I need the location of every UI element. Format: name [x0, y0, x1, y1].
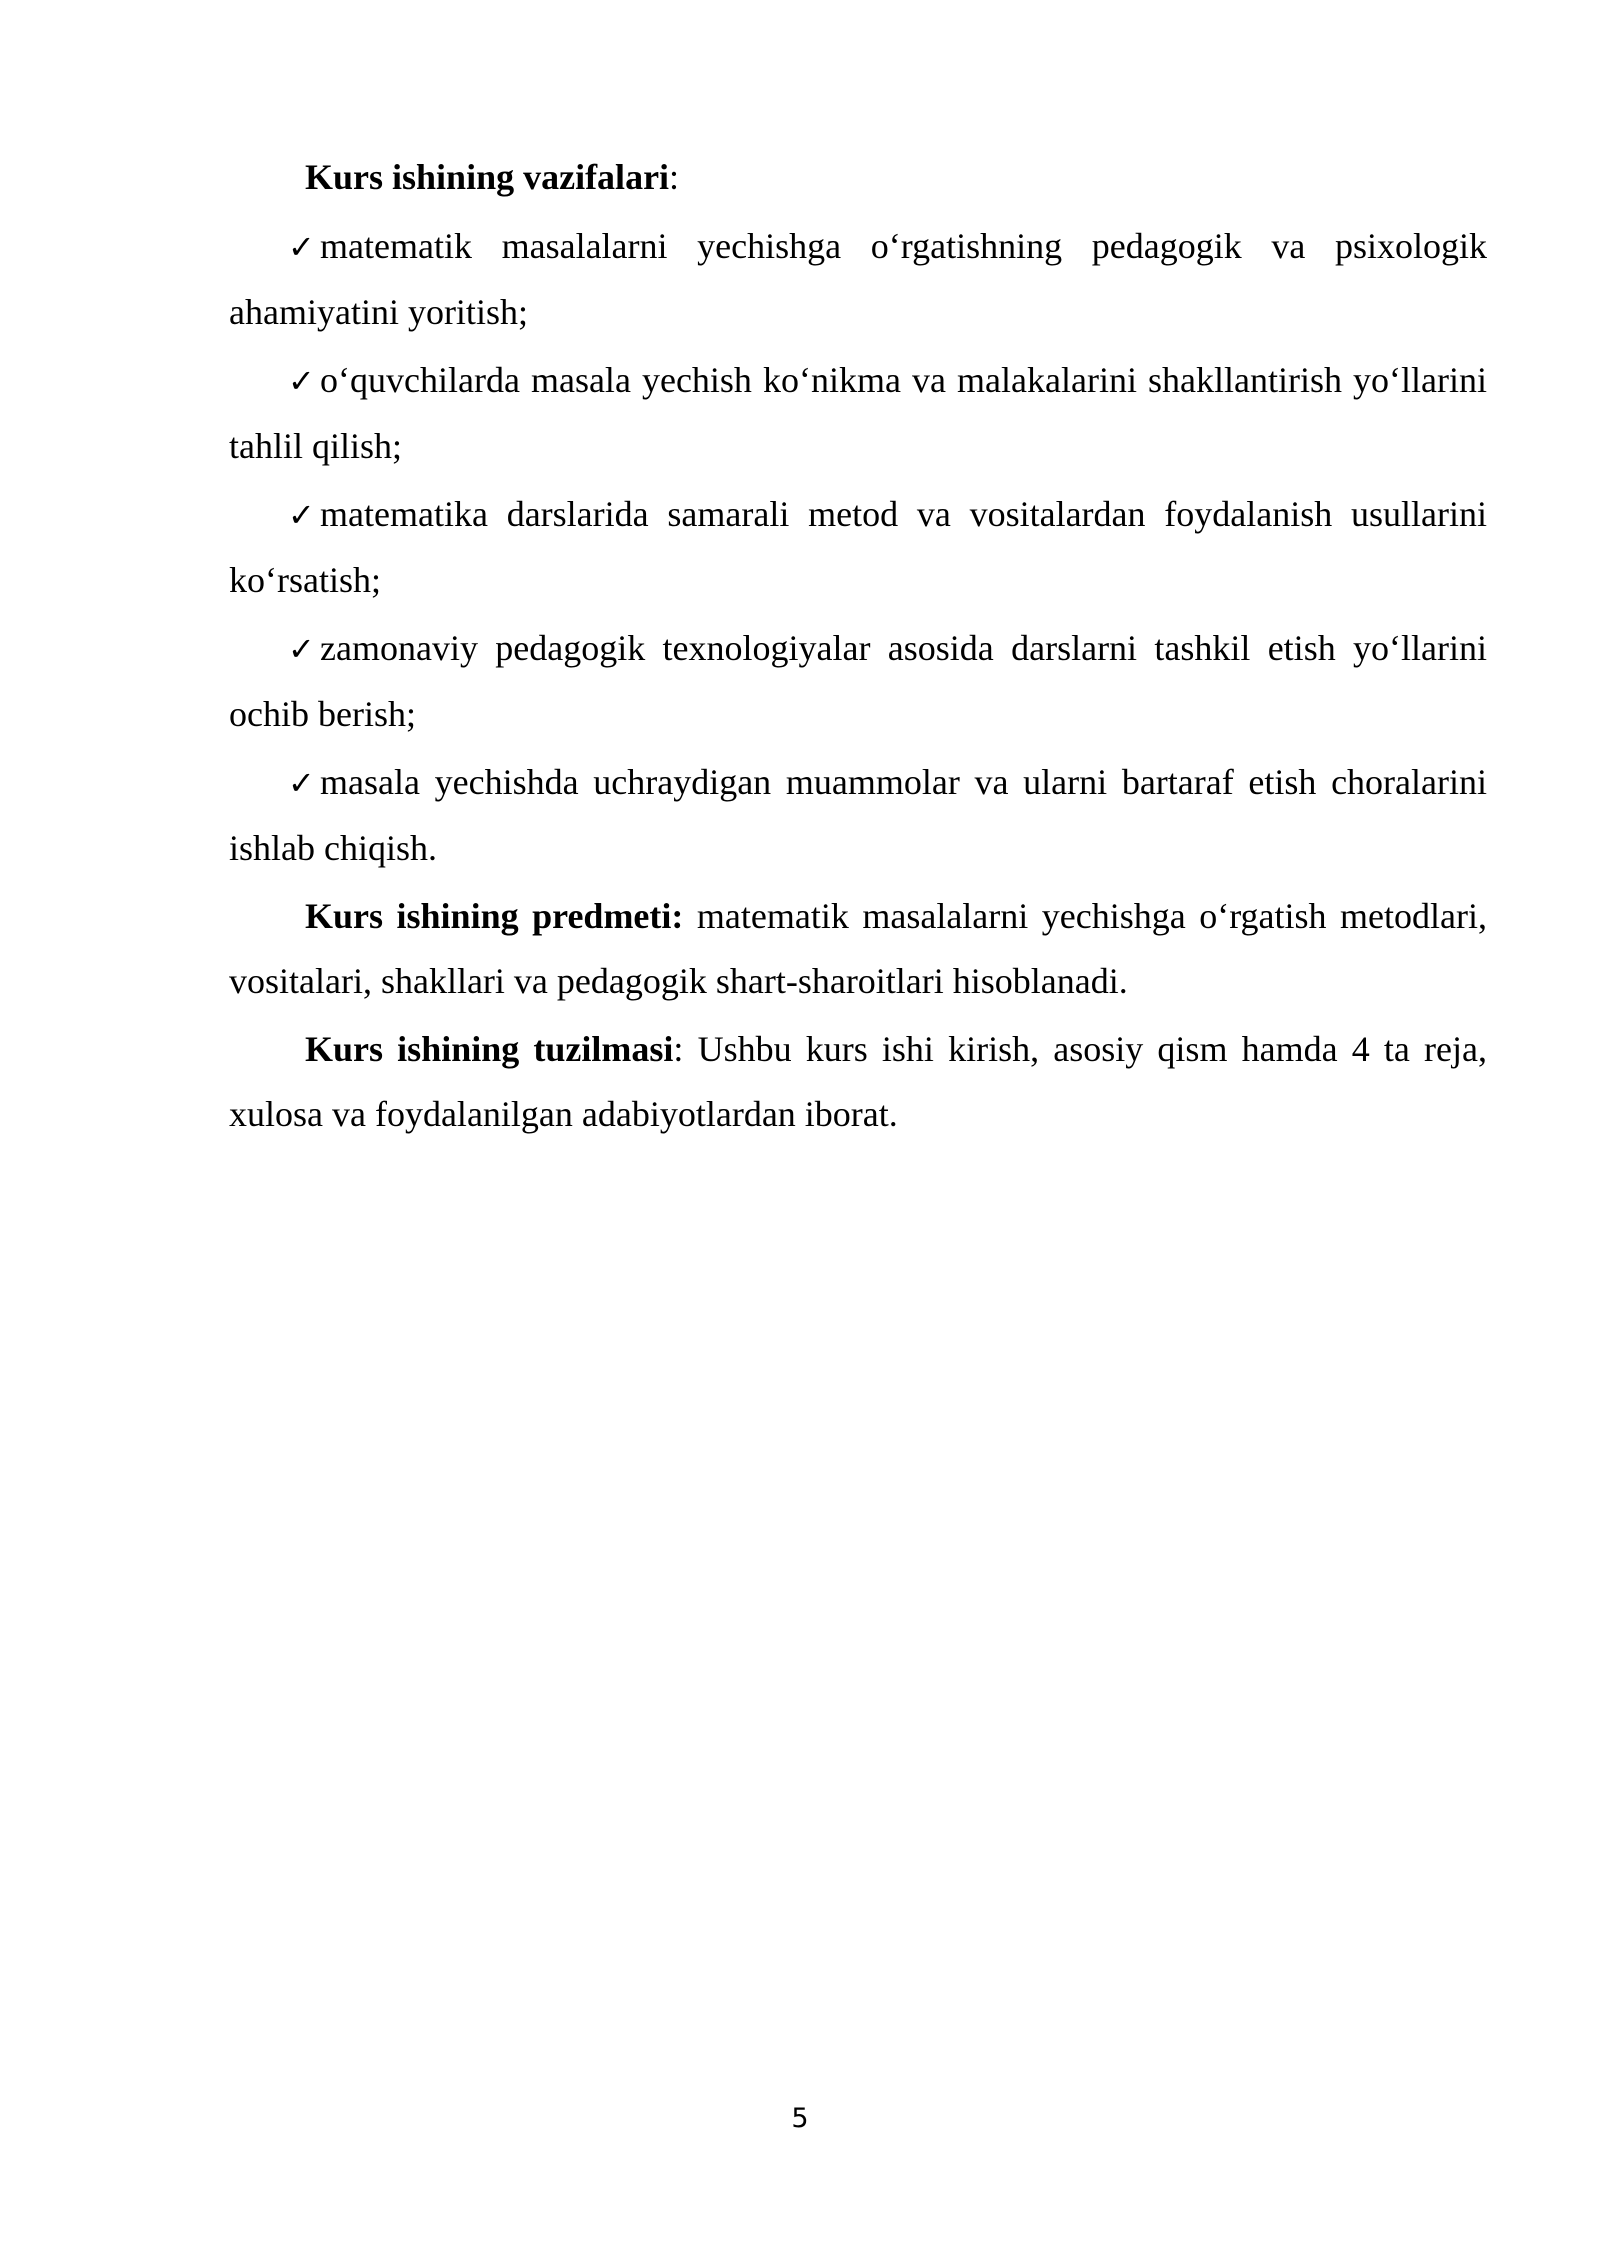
structure-label: Kurs ishining tuzilmasi [305, 1029, 674, 1069]
tasks-heading-label: Kurs ishining vazifalari [305, 157, 670, 197]
tasks-heading [229, 145, 1487, 210]
checkmark-icon: ✓ [288, 496, 315, 534]
page-content [229, 145, 1487, 1150]
task-item [229, 482, 1487, 613]
task-item [229, 214, 1487, 345]
task-item-text: matematika darslarida samarali metod va vositalardan foydalanish usullarini ko‘rsatish; [229, 494, 1487, 600]
subject-paragraph [229, 884, 1487, 1014]
checkmark-icon: ✓ [288, 630, 315, 668]
subject-label: Kurs ishining predmeti: [305, 896, 684, 936]
task-item-text: zamonaviy pedagogik texnologiyalar asosida darslarni tashkil etish yo‘llarini ochib berish; [229, 628, 1487, 734]
subject-text: matematik masalalarni yechishga o‘rgatish metodlari, vositalari, shakllari va pedagogik shart-sharoitlari hisoblanadi. [229, 896, 1488, 1001]
structure-text: : Ushbu kurs ishi kirish, asosiy qism hamda 4 ta reja, xulosa va foydalanilgan adabiyotlardan iborat. [229, 1029, 1487, 1134]
checkmark-icon: ✓ [288, 362, 315, 400]
page-number: 5 [791, 2103, 809, 2134]
task-item [229, 348, 1487, 479]
task-item [229, 616, 1487, 747]
task-item-text: masala yechishda uchraydigan muammolar va ularni bartaraf etish choralarini ishlab chiqish. [229, 762, 1487, 868]
task-item-text: o‘quvchilarda masala yechish ko‘nikma va malakalarini shakllantirish yo‘llarini tahlil qilish; [229, 360, 1487, 466]
checkmark-icon: ✓ [288, 228, 315, 266]
structure-paragraph [229, 1017, 1487, 1147]
checkmark-icon: ✓ [288, 764, 315, 802]
task-item-text: matematik masalalarni yechishga o‘rgatishning pedagogik va psixologik ahamiyatini yoritish; [229, 226, 1487, 332]
task-item [229, 750, 1487, 881]
tasks-heading-colon: : [669, 157, 680, 197]
